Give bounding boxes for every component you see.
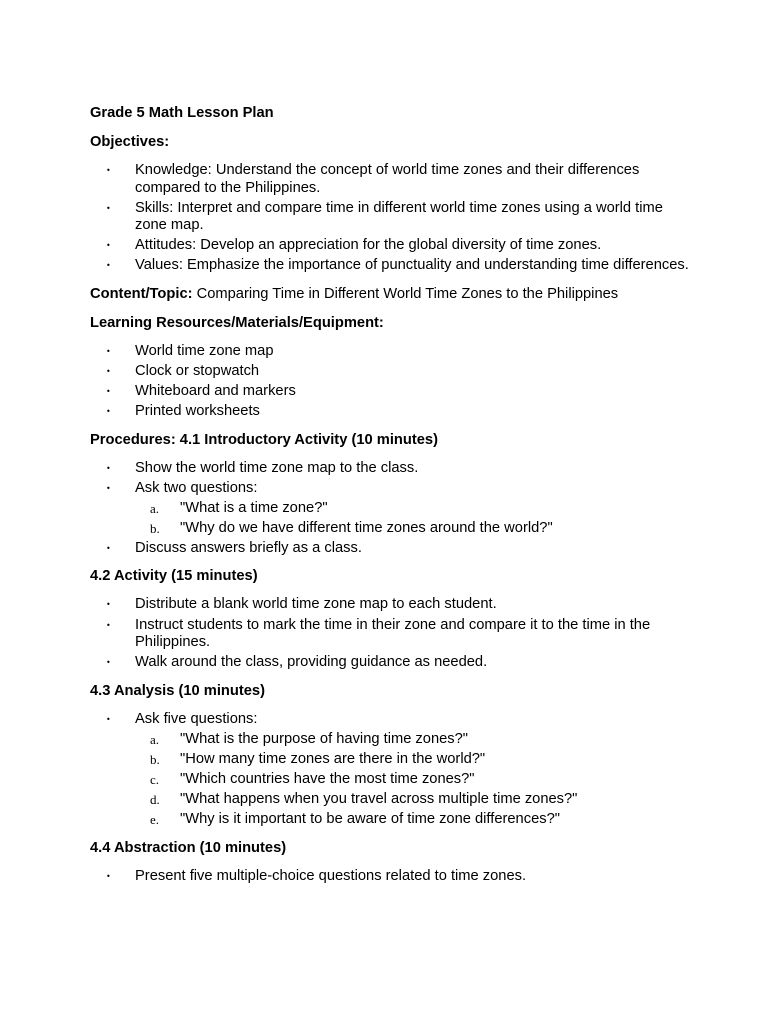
introductory-activity-heading: Procedures: 4.1 Introductory Activity (10 minutes): [90, 431, 438, 448]
list-item: • Clock or stopwatch: [90, 363, 690, 381]
list-item-text: Ask five questions:: [135, 710, 258, 727]
analysis-list: [90, 711, 690, 829]
sub-list: [135, 731, 690, 829]
sub-list-marker: a.: [150, 500, 160, 516]
sub-list-marker: d.: [150, 792, 160, 807]
sub-list-item: [135, 500, 690, 518]
sub-list-item: [135, 791, 690, 809]
question-text: "What happens when you travel across multiple time zones?": [180, 791, 578, 807]
question-text: "Why is it important to be aware of time zone differences?": [180, 811, 560, 828]
list-item: • Attitudes: Develop an appreciation for the global diversity of time zones.: [90, 237, 690, 255]
list-item: [90, 711, 690, 829]
activity-heading: 4.2 Activity (15 minutes): [90, 568, 258, 585]
list-item: • Knowledge: Understand the concept of world time zones and their differences compared to the Philippines.: [90, 162, 690, 197]
sub-list-item: [135, 520, 690, 538]
question-text: "What is the purpose of having time zones?": [180, 730, 469, 747]
sub-list-item: [135, 731, 690, 749]
resources-heading: Learning Resources/Materials/Equipment:: [90, 314, 384, 331]
list-item: • Values: Emphasize the importance of punctuality and understanding time differences.: [90, 257, 690, 275]
sub-list: [135, 500, 690, 538]
analysis-heading: 4.3 Analysis (10 minutes): [90, 682, 265, 699]
document-title: Grade 5 Math Lesson Plan: [90, 105, 274, 121]
objectives-heading: Objectives:: [90, 134, 170, 150]
abstraction-list: [90, 868, 690, 886]
content-topic-text: Comparing Time in Different World Time Zones to the Philippines: [196, 285, 619, 302]
list-item: • World time zone map: [90, 343, 690, 361]
list-item: • Show the world time zone map to the class.: [90, 460, 690, 478]
introductory-activity-list: [90, 460, 690, 558]
list-item: • Instruct students to mark the time in their zone and compare it to the time in the Philippines.: [90, 617, 690, 652]
sub-list-marker: e.: [150, 812, 160, 828]
list-item: • Present five multiple-choice questions related to time zones.: [90, 868, 690, 886]
resources-list: [90, 343, 690, 421]
list-item: • Distribute a blank world time zone map to each student.: [90, 596, 690, 614]
abstraction-heading: 4.4 Abstraction (10 minutes): [90, 839, 287, 856]
list-item: • Whiteboard and markers: [90, 383, 690, 401]
sub-list-marker: b.: [150, 520, 160, 536]
sub-list-marker: a.: [150, 731, 160, 747]
content-topic: [90, 285, 690, 304]
sub-list-item: [135, 751, 690, 769]
sub-list-marker: c.: [150, 771, 160, 787]
list-item: • Skills: Interpret and compare time in different world time zones using a world time zone map.: [90, 200, 690, 235]
question-text: "Why do we have different time zones around the world?": [180, 519, 553, 536]
lesson-plan-document: [90, 104, 690, 895]
list-item-text: Ask two questions:: [135, 479, 258, 496]
list-item: • Walk around the class, providing guidance as needed.: [90, 654, 690, 672]
sub-list-item: [135, 811, 690, 829]
list-item: [90, 480, 690, 538]
sub-list-marker: b.: [150, 751, 160, 767]
question-text: "How many time zones are there in the world?": [180, 750, 486, 767]
sub-list-item: [135, 771, 690, 789]
question-text: "Which countries have the most time zones?": [180, 770, 475, 787]
list-item: • Printed worksheets: [90, 403, 690, 421]
content-topic-label: Content/Topic:: [90, 285, 193, 302]
question-text: "What is a time zone?": [180, 499, 328, 516]
objectives-list: [90, 162, 690, 275]
list-item: • Discuss answers briefly as a class.: [90, 540, 690, 558]
activity-list: [90, 596, 690, 671]
